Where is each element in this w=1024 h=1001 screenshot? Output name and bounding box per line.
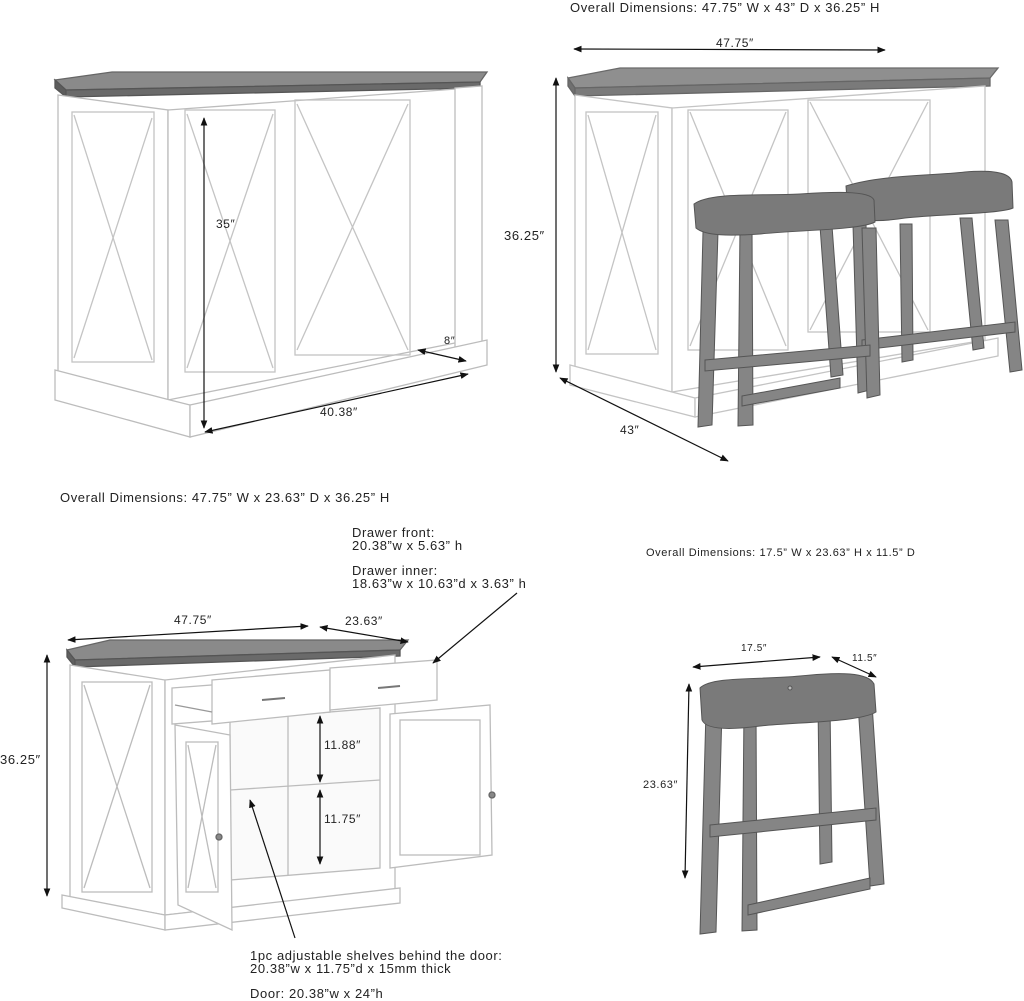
- cabinet-height-label: 36.25″: [0, 752, 41, 767]
- drawer-front-title: Drawer front:: [352, 525, 435, 540]
- shelf-note-line-2: 20.38”w x 11.75”d x 15mm thick: [250, 961, 452, 976]
- island-stools-depth-label: 43″: [620, 423, 640, 437]
- drawer-inner-dims: 18.63”w x 10.63”d x 3.63” h: [352, 576, 527, 591]
- stool-depth-label: 11.5″: [852, 653, 878, 664]
- overall-dimensions-island-stools: Overall Dimensions: 47.75” W x 43” D x 36.25” H: [570, 0, 880, 15]
- cabinet-depth-label: 23.63″: [345, 614, 383, 628]
- island-shelf-depth-label: 8″: [444, 335, 456, 347]
- stool-width-label: 17.5″: [741, 643, 768, 654]
- upper-opening-label: 11.88″: [324, 738, 361, 752]
- cabinet-width-label: 47.75″: [174, 613, 212, 627]
- overall-dimensions-stool: Overall Dimensions: 17.5” W x 23.63” H x 11.5” D: [646, 547, 916, 559]
- island-stools-width-label: 47.75″: [716, 36, 754, 50]
- island-width-label: 40.38″: [320, 405, 358, 419]
- stool-height-label: 23.63″: [643, 779, 679, 791]
- drawer-inner-title: Drawer inner:: [352, 563, 438, 578]
- lower-opening-label: 11.75″: [324, 812, 361, 826]
- island-height-label: 35″: [216, 217, 236, 231]
- island-with-stools-view: [568, 68, 998, 417]
- door-note: Door: 20.38”w x 24”h: [250, 986, 384, 1001]
- single-stool-view: [700, 674, 884, 934]
- island-stools-height-label: 36.25″: [504, 228, 545, 243]
- cabinet-end-panel: [58, 95, 168, 400]
- overall-dimensions-cabinet: Overall Dimensions: 47.75” W x 23.63” D x 36.25” H: [60, 490, 390, 505]
- drawer-front-dims: 20.38”w x 5.63” h: [352, 538, 463, 553]
- shelf-note-line-1: 1pc adjustable shelves behind the door:: [250, 948, 503, 963]
- island-side-view: [55, 72, 487, 437]
- door-right: [390, 705, 492, 868]
